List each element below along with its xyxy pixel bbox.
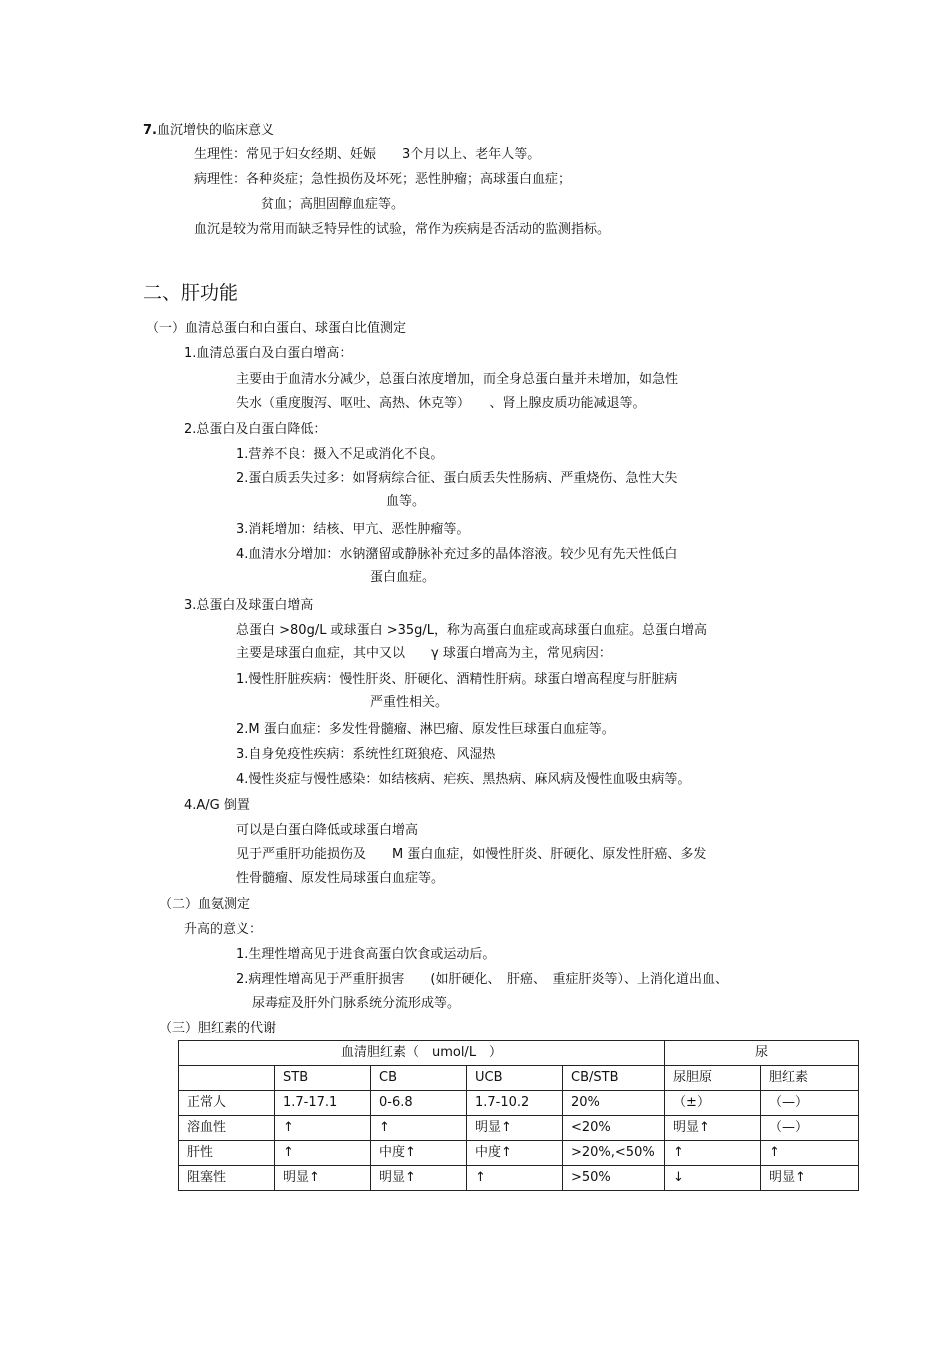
column-header (179, 1066, 275, 1091)
table-row (179, 1116, 859, 1141)
esr-heading-number: 7. (143, 123, 157, 138)
table-cell: >50% (563, 1166, 665, 1191)
group-header-urine: 尿 (665, 1041, 859, 1066)
table-row (179, 1166, 859, 1191)
table-cell: ↑ (275, 1116, 371, 1141)
protein-point3-item2: 2.M 蛋白血症：多发性骨髓瘤、淋巴瘤、原发性巨球蛋白血症等。 (236, 722, 615, 737)
table-row (179, 1091, 859, 1116)
protein-point4-title: 4.A/G 倒置 (184, 798, 250, 813)
column-header: UCB (467, 1066, 563, 1091)
table-cell: ↑ (761, 1141, 859, 1166)
table-cell: 明显↑ (275, 1166, 371, 1191)
protein-point1-line1: 主要由于血清水分减少，总蛋白浓度增加，而全身总蛋白量并未增加，如急性 (236, 372, 679, 387)
table-cell: 20% (563, 1091, 665, 1116)
table-cell: 0-6.8 (371, 1091, 467, 1116)
table-cell: ↑ (665, 1141, 761, 1166)
table-header-row (179, 1066, 859, 1091)
table-cell: <20% (563, 1116, 665, 1141)
ammonia-item2-line2: 尿毒症及肝外门脉系统分流形成等。 (252, 996, 461, 1011)
protein-point3-title: 3.总蛋白及球蛋白增高 (184, 598, 314, 613)
table-cell: 溶血性 (179, 1116, 275, 1141)
table-cell: 1.7-17.1 (275, 1091, 371, 1116)
protein-point2-item4-line2: 蛋白血症。 (370, 570, 436, 585)
protein-point2-title: 2.总蛋白及白蛋白降低： (184, 422, 327, 437)
esr-pathological-line2: 贫血；高胆固醇血症等。 (261, 197, 405, 212)
table-cell: 阻塞性 (179, 1166, 275, 1191)
column-header: CB/STB (563, 1066, 665, 1091)
table-cell: （±） (665, 1091, 761, 1116)
table-cell: （—） (761, 1116, 859, 1141)
protein-point4-line3: 性骨髓瘤、原发性局球蛋白血症等。 (236, 871, 445, 886)
esr-physiological: 生理性：常见于妇女经期、妊娠 3个月以上、老年人等。 (194, 147, 541, 162)
protein-point3-item1-line1: 1.慢性肝脏疾病：慢性肝炎、肝硬化、酒精性肝病。球蛋白增高程度与肝脏病 (236, 672, 678, 687)
table-cell: 正常人 (179, 1091, 275, 1116)
table-cell: 1.7-10.2 (467, 1091, 563, 1116)
subsection-title-protein: （一）血清总蛋白和白蛋白、球蛋白比值测定 (146, 321, 407, 336)
ammonia-item1: 1.生理性增高见于进食高蛋白饮食或运动后。 (236, 947, 496, 962)
esr-heading-text: 血沉增快的临床意义 (156, 123, 274, 138)
table-row (179, 1141, 859, 1166)
table-cell: >20%,<50% (563, 1141, 665, 1166)
protein-point3-line1: 总蛋白 >80g/L 或球蛋白 >35g/L，称为高蛋白血症或高球蛋白血症。总蛋白增高 (236, 623, 708, 638)
table-cell: ↑ (371, 1116, 467, 1141)
protein-point3-item3: 3.自身免疫性疾病：系统性红斑狼疮、风湿热 (236, 747, 496, 762)
table-cell: 中度↑ (371, 1141, 467, 1166)
ammonia-subtitle: 升高的意义： (184, 922, 263, 937)
esr-note: 血沉是较为常用而缺乏特异性的试验，常作为疾病是否活动的监测指标。 (194, 222, 611, 237)
table-cell: （—） (761, 1091, 859, 1116)
protein-point4-line1: 可以是白蛋白降低或球蛋白增高 (236, 823, 419, 838)
protein-point3-item4: 4.慢性炎症与慢性感染：如结核病、疟疾、黑热病、麻风病及慢性血吸虫病等。 (236, 772, 691, 787)
protein-point3-line2: 主要是球蛋白血症，其中又以 γ 球蛋白增高为主，常见病因： (236, 646, 612, 661)
esr-pathological-line1: 病理性：各种炎症；急性损伤及坏死；恶性肿瘤；高球蛋白血症； (194, 172, 572, 187)
column-header: 尿胆原 (665, 1066, 761, 1091)
protein-point2-item2-line1: 2.蛋白质丢失过多：如肾病综合征、蛋白质丢失性肠病、严重烧伤、急性大失 (236, 471, 678, 486)
protein-point2-item4-line1: 4.血清水分增加：水钠潴留或静脉补充过多的晶体溶液。较少见有先天性低白 (236, 547, 678, 562)
table-cell: 明显↑ (665, 1116, 761, 1141)
column-header: STB (275, 1066, 371, 1091)
column-header: 胆红素 (761, 1066, 859, 1091)
table-cell: 肝性 (179, 1141, 275, 1166)
protein-point2-item1: 1.营养不良：摄入不足或消化不良。 (236, 447, 444, 462)
esr-heading (143, 122, 274, 140)
table-cell: 明显↑ (467, 1116, 563, 1141)
protein-point3-item1-line2: 严重性相关。 (370, 695, 449, 710)
protein-point4-line2: 见于严重肝功能损伤及 M 蛋白血症，如慢性肝炎、肝硬化、原发性肝癌、多发 (236, 847, 707, 862)
protein-point1-line2: 失水（重度腹泻、呕吐、高热、休克等） 、肾上腺皮质功能减退等。 (236, 396, 646, 411)
protein-point2-item3: 3.消耗增加：结核、甲亢、恶性肿瘤等。 (236, 522, 470, 537)
table-cell: 明显↑ (371, 1166, 467, 1191)
table-cell: ↑ (275, 1141, 371, 1166)
protein-point2-item2-line2: 血等。 (386, 494, 426, 509)
group-header-serum-bilirubin: 血清胆红素（ umol/L ） (179, 1041, 665, 1066)
ammonia-item2-line1: 2.病理性增高见于严重肝损害 (如肝硬化、 肝癌、 重症肝炎等）、上消化道出血、 (236, 972, 728, 987)
subsection-title-bilirubin: （三）胆红素的代谢 (159, 1021, 277, 1036)
table-cell: ↑ (467, 1166, 563, 1191)
subsection-title-ammonia: （二）血氨测定 (159, 897, 251, 912)
column-header: CB (371, 1066, 467, 1091)
table-header-group-row (179, 1041, 859, 1066)
table-cell: 明显↑ (761, 1166, 859, 1191)
bilirubin-table (178, 1040, 859, 1191)
protein-point1-title: 1.血清总蛋白及白蛋白增高： (184, 346, 353, 361)
section-title-liver: 二、肝功能 (143, 282, 239, 304)
table-cell: ↓ (665, 1166, 761, 1191)
table-cell: 中度↑ (467, 1141, 563, 1166)
